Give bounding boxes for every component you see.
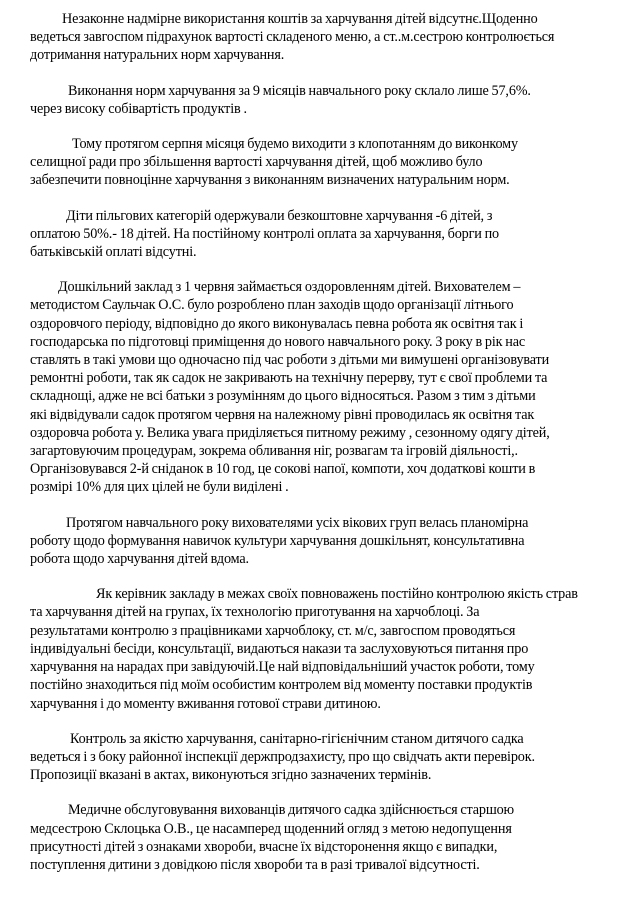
- text-line: оплатою 50%.- 18 дітей. На постійному контролі оплата за харчування, борги по: [30, 225, 499, 242]
- text-line: через високу собівартість продуктів .: [30, 100, 247, 117]
- text-line: розмірі 10% для цих цілей не були виділені .: [30, 479, 289, 496]
- text-line: Дошкільний заклад з 1 червня займається оздоровленням дітей. Вихователем –: [58, 279, 521, 296]
- text-line: Пропозиції вказані в актах, виконуються згідно зазначених термінів.: [30, 767, 432, 784]
- text-line: Контроль за якістю харчування, санітарно-гігієнічним станом дитячого садка: [70, 730, 524, 747]
- text-line: Діти пільгових категорій одержували безкоштовне харчування -6 дітей, з: [66, 207, 493, 224]
- text-line: Виконання норм харчування за 9 місяців навчального року склало лише 57,6%.: [68, 82, 531, 99]
- text-line: дотримання натуральних норм харчування.: [30, 47, 285, 64]
- text-line: ведеться завгоспом підрахунок вартості складеного меню, а ст..м.сестрою контролюється: [30, 29, 555, 46]
- text-line: складнощі, адже не всі батьки з розумінням до цього відносяться. Разом з тим з дітьми: [30, 388, 536, 405]
- text-line: господарська по підготовці приміщення до нового навчального року. З року в рік нас: [30, 333, 526, 350]
- text-line: загартовуючим процедурам, зокрема обливання ніг, розвагам та ігровій діяльності,.: [30, 443, 518, 460]
- paragraph-inspection: [30, 730, 612, 785]
- paragraph-manager-control: [30, 585, 612, 712]
- text-line: забезпечити повноцінне харчування з виконанням визначених натуральним норм.: [30, 172, 510, 189]
- text-line: Протягом навчального року вихователями усіх вікових груп велась планомірна: [66, 514, 529, 531]
- text-line: ведеться і з боку районної інспекції держпродзахисту, про що свідчать акти перевірок.: [30, 748, 535, 765]
- paragraph-medical-service: [30, 801, 612, 874]
- text-line: методистом Саульчак О.С. було розроблено план заходів щодо організації літнього: [30, 297, 514, 314]
- text-line: Як керівник закладу в межах своїх повноважень постійно контролюю якість страв: [96, 586, 578, 603]
- text-line: поступлення дитини з довідкою після хвороби та в разі тривалої відсутності.: [30, 856, 480, 873]
- text-line: роботу щодо формування навичок культури харчування дошкільнят, консультативна: [30, 532, 525, 549]
- paragraph-food-culture: [30, 514, 612, 569]
- text-line: батьківській оплаті відсутні.: [30, 244, 197, 261]
- paragraph-summer-health: [30, 278, 612, 496]
- text-line: результатами контролю з працівниками харчоблоку, ст. м/с, завгоспом проводяться: [30, 622, 516, 639]
- text-line: ставлять в такі умови що одночасно під час роботи з дітьми ми вимушені організовувати: [30, 352, 550, 369]
- paragraph-nutrition-norms: [30, 82, 612, 118]
- paragraph-food-spending: [30, 10, 612, 65]
- text-line: Незаконне надмірне використання коштів за харчування дітей відсутнє.Щоденно: [62, 11, 538, 27]
- paragraph-benefit-categories: [30, 207, 612, 262]
- text-line: ремонтні роботи, так як садок не закривають на технічну перерву, тут є свої проблеми та: [30, 370, 548, 387]
- text-line: оздоровчого періоду, відповідно до якого виконувалась певна робота як освітня так і: [30, 315, 524, 332]
- text-line: індивідуальні бесіди, консультації, видаються накази та заслуховуються питання про: [30, 640, 529, 657]
- text-line: постійно знаходиться під моїм особистим контролем від моменту поставки продуктів: [30, 677, 533, 694]
- text-line: харчування і до моменту вживання готової страви дитиною.: [30, 695, 381, 712]
- text-line: присутності дітей з ознаками хвороби, вчасне їх відсторонення якщо є випадки,: [30, 838, 498, 855]
- text-line: оздоровча робота у. Велика увага приділяється питному режиму , сезонному одягу дітей,: [30, 424, 550, 441]
- text-line: харчування на нарадах при завідуючій.Це най відповідальніший участок роботи, тому: [30, 659, 535, 676]
- text-line: Медичне обслуговування вихованців дитячого садка здійснюється старшою: [68, 802, 514, 819]
- text-line: Організовувався 2-й сніданок в 10 год, це сокові напої, компоти, хоч додаткові кошти в: [30, 461, 536, 478]
- text-line: селищної ради про збільшення вартості харчування дітей, щоб можливо було: [30, 154, 483, 171]
- text-line: медсестрою Склоцька О.В., це насамперед щоденний огляд з метою недопущення: [30, 820, 512, 837]
- paragraph-petition: [30, 135, 612, 190]
- text-line: та харчування дітей на групах, їх технологію приготування на харчоблоці. За: [30, 604, 480, 621]
- text-line: робота щодо харчування дітей вдома.: [30, 551, 249, 568]
- text-line: які відвідували садок протягом червня на належному рівні проводилась як освітня так: [30, 406, 535, 423]
- text-line: Тому протягом серпня місяця будемо виходити з клопотанням до виконкому: [72, 136, 518, 153]
